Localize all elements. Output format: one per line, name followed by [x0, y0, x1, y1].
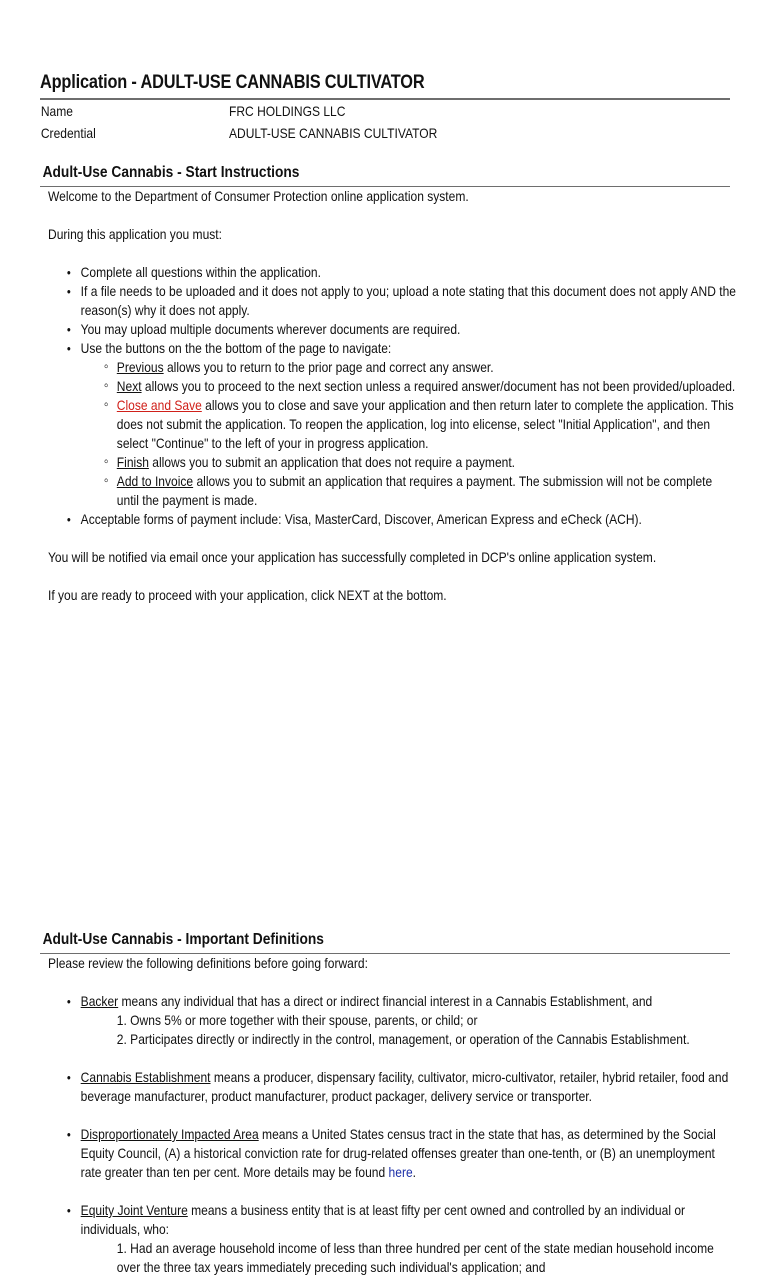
equity-joint-venture-term: Equity Joint Venture: [80, 1202, 188, 1218]
name-label: Name: [40, 103, 73, 119]
list-item: • Equity Joint Venture means a business entity that is at least fifty per cent owned and controlled by an individual or individuals, who: 1. Had an average household income of less than three hundred per cent of the state median household income over the three tax years immediately preceding such individual's application; and: [81, 1201, 736, 1277]
credential-value: ADULT-USE CANNABIS CULTIVATOR: [229, 125, 438, 141]
disproportionately-impacted-area-term: Disproportionately Impacted Area: [80, 1126, 259, 1142]
spacer: [81, 1049, 736, 1066]
credential-label: Credential: [40, 125, 96, 141]
list-item: ◦ Next allows you to proceed to the next section unless a required answer/document has not been provided/uploaded.: [117, 377, 736, 396]
list-item: • Complete all questions within the application.: [81, 263, 736, 282]
during-text: During this application you must:: [48, 226, 223, 242]
definitions-title: Adult-Use Cannabis - Important Definitions: [42, 931, 324, 948]
finish-link[interactable]: Finish: [116, 454, 149, 470]
previous-link[interactable]: Previous: [116, 359, 164, 375]
welcome-text: Welcome to the Department of Consumer Protection online application system.: [48, 188, 469, 204]
backer-term: Backer: [80, 993, 119, 1009]
notify-text: You will be notified via email once your application has successfully completed in DCP's online application system.: [48, 549, 657, 565]
close-and-save-link[interactable]: Close and Save: [116, 397, 202, 413]
list-item: 1. Owns 5% or more together with their spouse, parents, or child; or: [116, 1012, 478, 1028]
credential-row: [40, 122, 730, 144]
name-row: [40, 100, 730, 122]
list-item: 1. Had an average household income of less than three hundred per cent of the state median household income over the three tax years immediately preceding such individual's application; and: [116, 1240, 714, 1275]
add-to-invoice-link[interactable]: Add to Invoice: [116, 473, 194, 489]
instruction-list: [48, 263, 736, 529]
start-instructions-title: Adult-Use Cannabis - Start Instructions: [42, 164, 300, 181]
list-item: ◦ Add to Invoice allows you to submit an application that requires a payment. The submission will not be complete until the payment is made.: [117, 472, 736, 510]
list-item: • Cannabis Establishment means a producer, dispensary facility, cultivator, micro-cultivator, retailer, hybrid retailer, food and beverage manufacturer, product manufacturer, product packager, delivery service or transporter.: [81, 1068, 736, 1106]
next-link[interactable]: Next: [116, 378, 142, 394]
definitions-list: [48, 992, 736, 1277]
equity-joint-venture-conditions: [81, 1239, 736, 1277]
list-item: • Acceptable forms of payment include: Visa, MasterCard, Discover, American Express and eCheck (ACH).: [81, 510, 736, 529]
ready-text: If you are ready to proceed with your application, click NEXT at the bottom.: [48, 587, 447, 603]
cannabis-establishment-term: Cannabis Establishment: [80, 1069, 211, 1085]
start-instructions-body: [40, 187, 736, 605]
list-item: • If a file needs to be uploaded and it does not apply to you; upload a note stating that this document does not apply AND the reason(s) why it does not apply.: [81, 282, 736, 320]
navigation-button-list: [81, 358, 736, 510]
name-value: FRC HOLDINGS LLC: [229, 103, 346, 119]
spacer: [81, 1182, 736, 1199]
page-title: Application - ADULT-USE CANNABIS CULTIVATOR: [40, 72, 425, 93]
spacer: [81, 1106, 736, 1123]
list-item: • Backer means any individual that has a direct or indirect financial interest in a Cannabis Establishment, and 1. Owns 5% or more together with their spouse, parents, or child; or 2. Participates directly or indirectly in the control, management, or operation of the Cannabis Establishment.: [81, 992, 736, 1049]
list-item: • Use the buttons on the the bottom of the page to navigate: ◦ Previous allows you to return to the prior page and correct any answer. ◦ Next allows you to proceed to the next section unless a required answer/document has not been provided/uploaded. ◦ Close and Save allows you to close and save your application and then return later to complete the application. This does not submit the application. To reopen the application, log into elicense, select "Initial Application", and then select "Continue" to the left of your in progress application. ◦ Finish allows you to submit an application that does not require a payment. ◦ Add to Invoice allows you to submit an application that requires a payment. The submission will not be complete until the payment is made.: [81, 339, 736, 510]
definitions-body: [40, 954, 730, 1277]
list-item: • Disproportionately Impacted Area means a United States census tract in the state that has, as determined by the Social Equity Council, (A) a historical conviction rate for drug-related offenses greater than one-tenth, or (B) an unemployment rate greater than ten per cent. More details may be found here.: [81, 1125, 736, 1182]
application-page: [40, 72, 736, 1277]
definitions-intro: Please review the following definitions before going forward:: [48, 955, 368, 971]
list-item: 2. Participates directly or indirectly in the control, management, or operation of the Cannabis Establishment.: [116, 1031, 690, 1047]
list-item: ◦ Finish allows you to submit an application that does not require a payment.: [117, 453, 736, 472]
list-item: ◦ Close and Save allows you to close and save your application and then return later to complete the application. This does not submit the application. To reopen the application, log into elicense, select "Initial Application", and then select "Continue" to the left of your in progress application.: [117, 396, 736, 453]
backer-conditions: [81, 1011, 736, 1049]
list-item: ◦ Previous allows you to return to the prior page and correct any answer.: [117, 358, 736, 377]
here-link[interactable]: here: [388, 1164, 413, 1180]
list-item: • You may upload multiple documents wherever documents are required.: [81, 320, 736, 339]
